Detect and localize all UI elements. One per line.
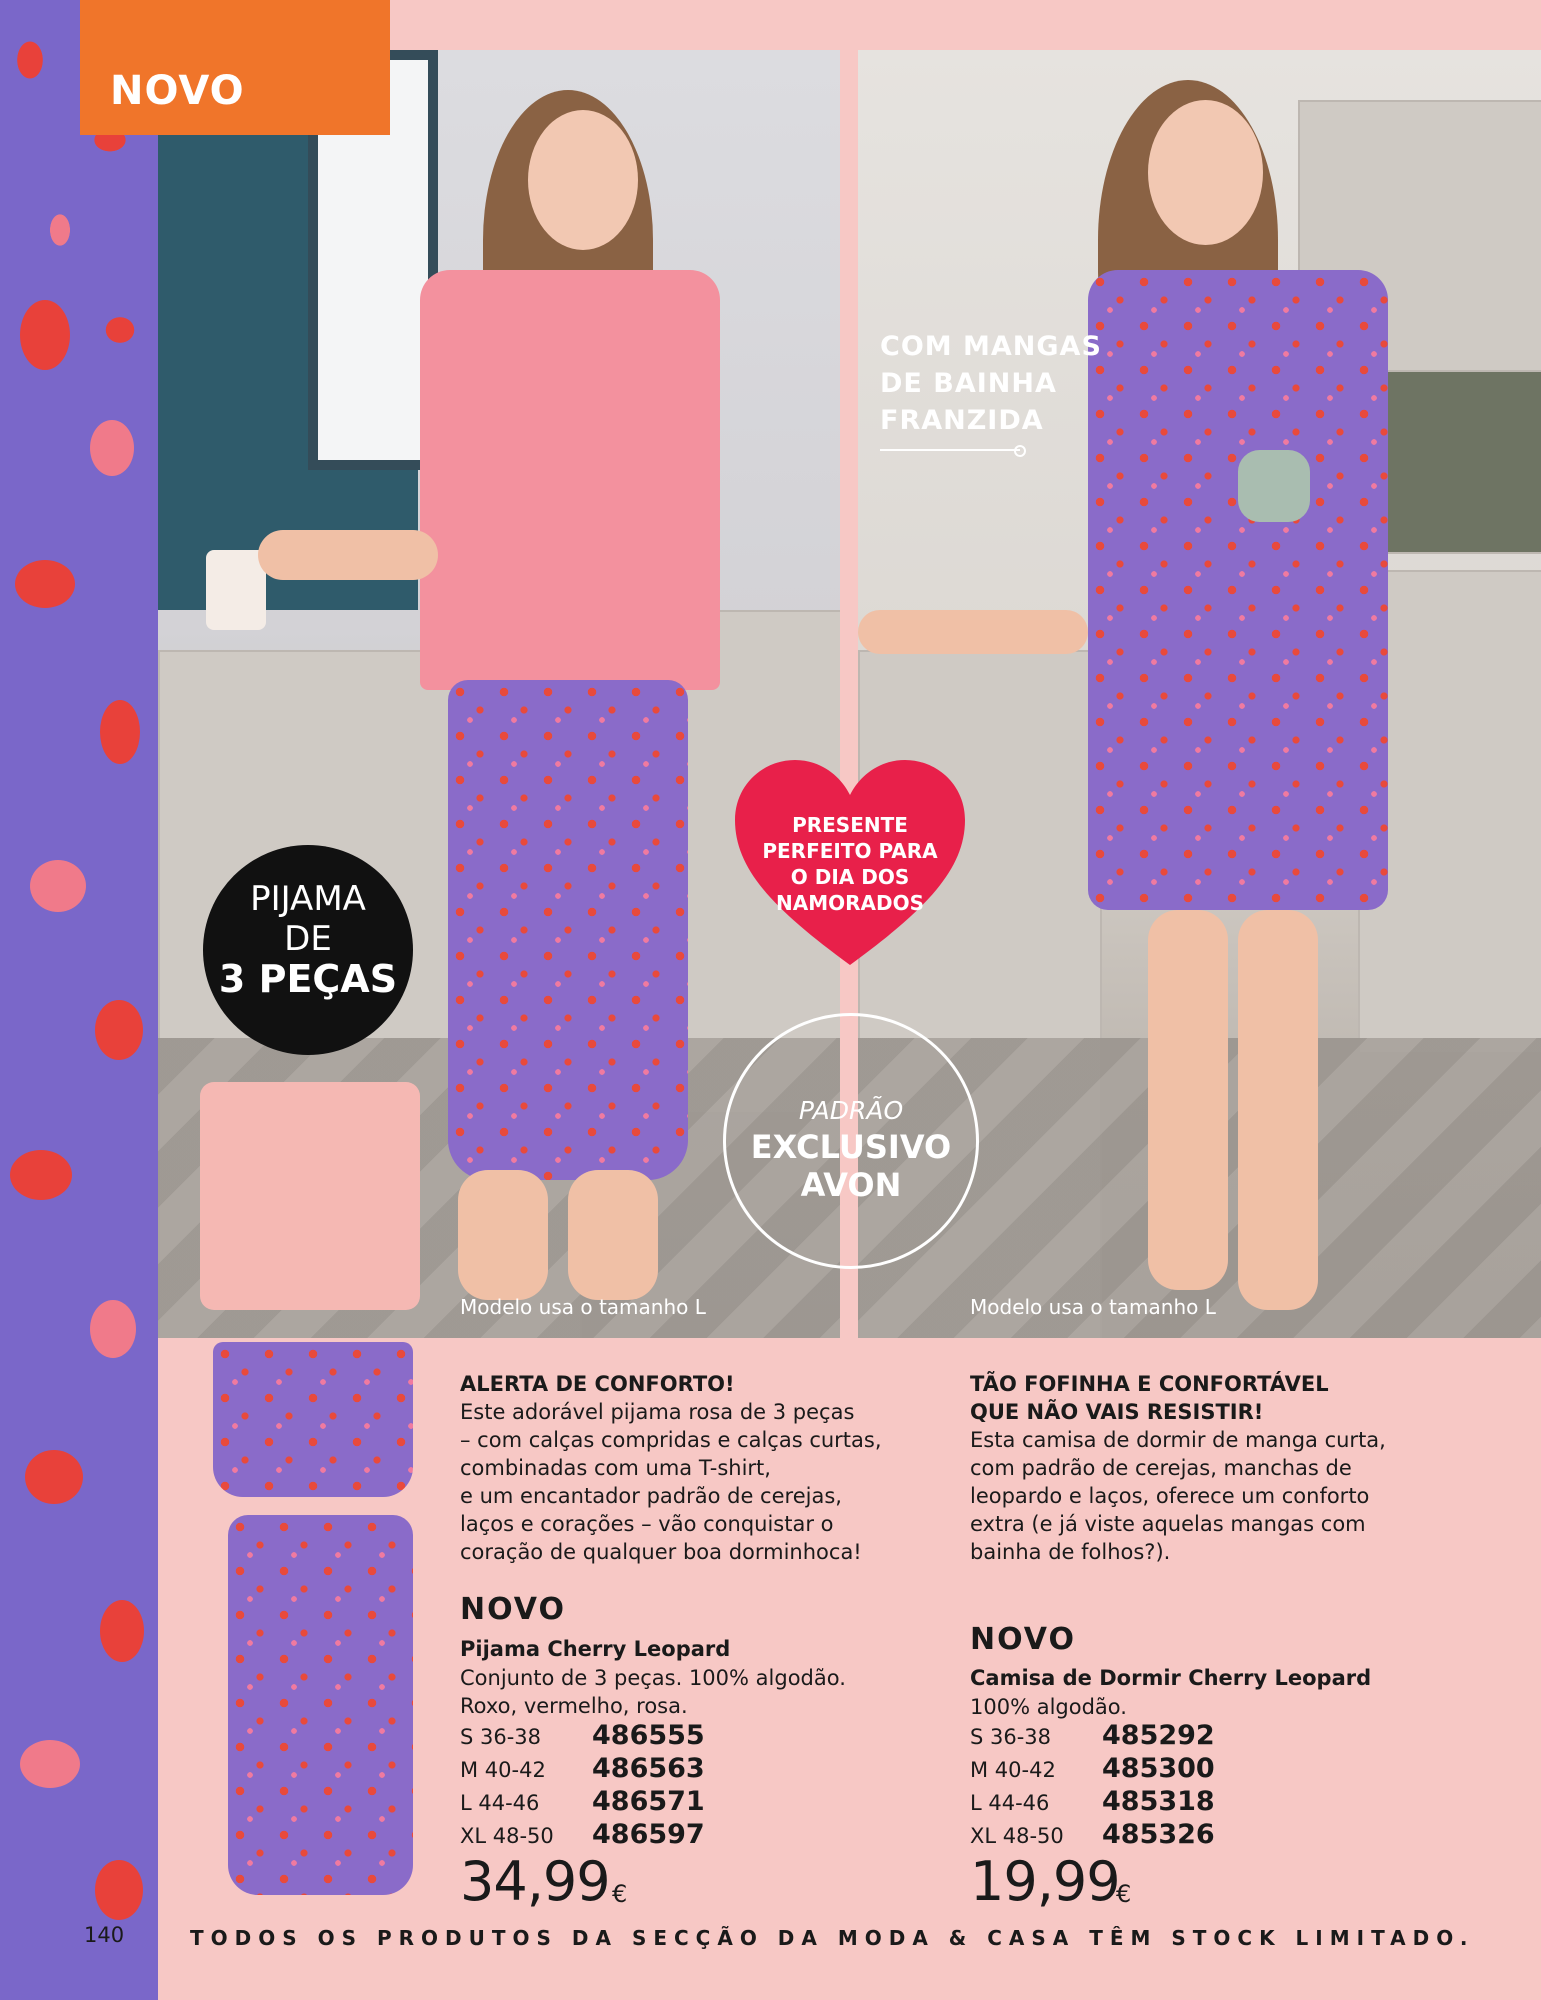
product-name: Pijama Cherry Leopard (460, 1637, 731, 1661)
info-line: 100% algodão. (970, 1695, 1127, 1719)
description-line: Este adorável pijama rosa de 3 peças (460, 1400, 855, 1424)
info-line: Conjunto de 3 peças. 100% algodão. (460, 1666, 846, 1690)
novo-label: NOVO (970, 1622, 1076, 1657)
valentines-badge-text (735, 812, 965, 916)
size-label: XL 48-50 (970, 1824, 1064, 1848)
product-info (460, 1664, 846, 1720)
three-piece-badge (203, 845, 413, 1055)
size-label: M 40-42 (970, 1758, 1056, 1782)
mug (1238, 450, 1310, 522)
size-label: L 44-46 (970, 1791, 1050, 1815)
model-face (528, 110, 638, 250)
model-face (1148, 100, 1263, 245)
product-code: 485300 (1102, 1753, 1215, 1784)
model-arm (858, 610, 1088, 654)
fabric-pattern-strip (0, 0, 158, 2000)
product-headline: TÃO FOFINHA E CONFORTÁVEL (970, 1372, 1329, 1396)
description-line: coração de qualquer boa dorminhoca! (460, 1540, 862, 1564)
model-feet (458, 1170, 548, 1300)
size-label: XL 48-50 (460, 1824, 554, 1848)
product-code: 486571 (592, 1786, 705, 1817)
callout-line: FRANZIDA (880, 405, 1044, 436)
badge-line: O DIA DOS (790, 865, 910, 889)
product-headline: ALERTA DE CONFORTO! (460, 1372, 735, 1396)
badge-line: PRESENTE (792, 813, 908, 837)
description-line: extra (e já viste aquelas mangas com (970, 1512, 1366, 1536)
pajama-pants (448, 680, 688, 1180)
badge-line: PIJAMA (250, 879, 366, 919)
shorts-product-image (213, 1342, 413, 1497)
product-info (970, 1693, 1127, 1721)
product-code: 485292 (1102, 1720, 1215, 1751)
model-feet (568, 1170, 658, 1300)
tshirt-product-image (200, 1082, 420, 1310)
model-leg (1148, 910, 1228, 1290)
badge-line: DE (284, 919, 332, 959)
model-arm (258, 530, 438, 580)
description-line: laços e corações – vão conquistar o (460, 1512, 834, 1536)
badge-line-group (726, 1128, 976, 1204)
novo-label: NOVO (460, 1592, 566, 1627)
description-line: com padrão de cerejas, manchas de (970, 1456, 1352, 1480)
footer-note: TODOS OS PRODUTOS DA SECÇÃO DA MODA & CASA TÊM STOCK LIMITADO. (190, 1926, 1475, 1950)
size-label: L 44-46 (460, 1791, 540, 1815)
product-code: 486555 (592, 1720, 705, 1751)
pajama-tshirt (420, 270, 720, 690)
badge-line: AVON (800, 1166, 902, 1204)
description-line: Esta camisa de dormir de manga curta, (970, 1428, 1386, 1452)
product-code: 486597 (592, 1819, 705, 1850)
callout-pointer-dot (1014, 445, 1026, 457)
size-label: S 36-38 (460, 1725, 542, 1749)
badge-line: PERFEITO PARA (762, 839, 938, 863)
page-number: 140 (84, 1923, 125, 1947)
badge-line: PADRÃO (798, 1096, 904, 1125)
badge-line: 3 PEÇAS (218, 957, 398, 1001)
novo-tag (80, 0, 390, 135)
callout-line: COM MANGAS (880, 331, 1102, 362)
description-line: leopardo e laços, oferece um conforto (970, 1484, 1370, 1508)
callout-line: DE BAINHA (880, 368, 1057, 399)
model-leg (1238, 910, 1318, 1310)
model-size-caption: Modelo usa o tamanho L (460, 1295, 706, 1319)
exclusive-pattern-badge (723, 1013, 979, 1269)
sleeves-callout (880, 328, 1102, 439)
product-code: 486563 (592, 1753, 705, 1784)
nightdress (1088, 270, 1388, 910)
novo-tag-label: NOVO (110, 68, 245, 114)
product-headline: QUE NÃO VAIS RESISTIR! (970, 1400, 1264, 1424)
pants-product-image (228, 1515, 413, 1895)
product-price: 19,99 (970, 1850, 1120, 1913)
info-line: Roxo, vermelho, rosa. (460, 1694, 688, 1718)
left-product-description (460, 1370, 882, 1566)
callout-pointer (880, 449, 1020, 451)
badge-line: NAMORADOS (775, 891, 924, 915)
product-code: 485318 (1102, 1786, 1215, 1817)
mug (206, 550, 266, 630)
product-price: 34,99 (460, 1850, 610, 1913)
right-product-description (970, 1370, 1386, 1566)
size-label: S 36-38 (970, 1725, 1052, 1749)
product-code: 485326 (1102, 1819, 1215, 1850)
description-line: combinadas com uma T-shirt, (460, 1456, 771, 1480)
description-line: e um encantador padrão de cerejas, (460, 1484, 842, 1508)
currency-symbol: € (612, 1880, 628, 1908)
description-line: – com calças compridas e calças curtas, (460, 1428, 882, 1452)
badge-line: EXCLUSIVO (750, 1128, 952, 1166)
size-label: M 40-42 (460, 1758, 546, 1782)
description-line: bainha de folhos?). (970, 1540, 1171, 1564)
product-name: Camisa de Dormir Cherry Leopard (970, 1666, 1372, 1690)
currency-symbol: € (1116, 1880, 1132, 1908)
model-size-caption: Modelo usa o tamanho L (970, 1295, 1216, 1319)
